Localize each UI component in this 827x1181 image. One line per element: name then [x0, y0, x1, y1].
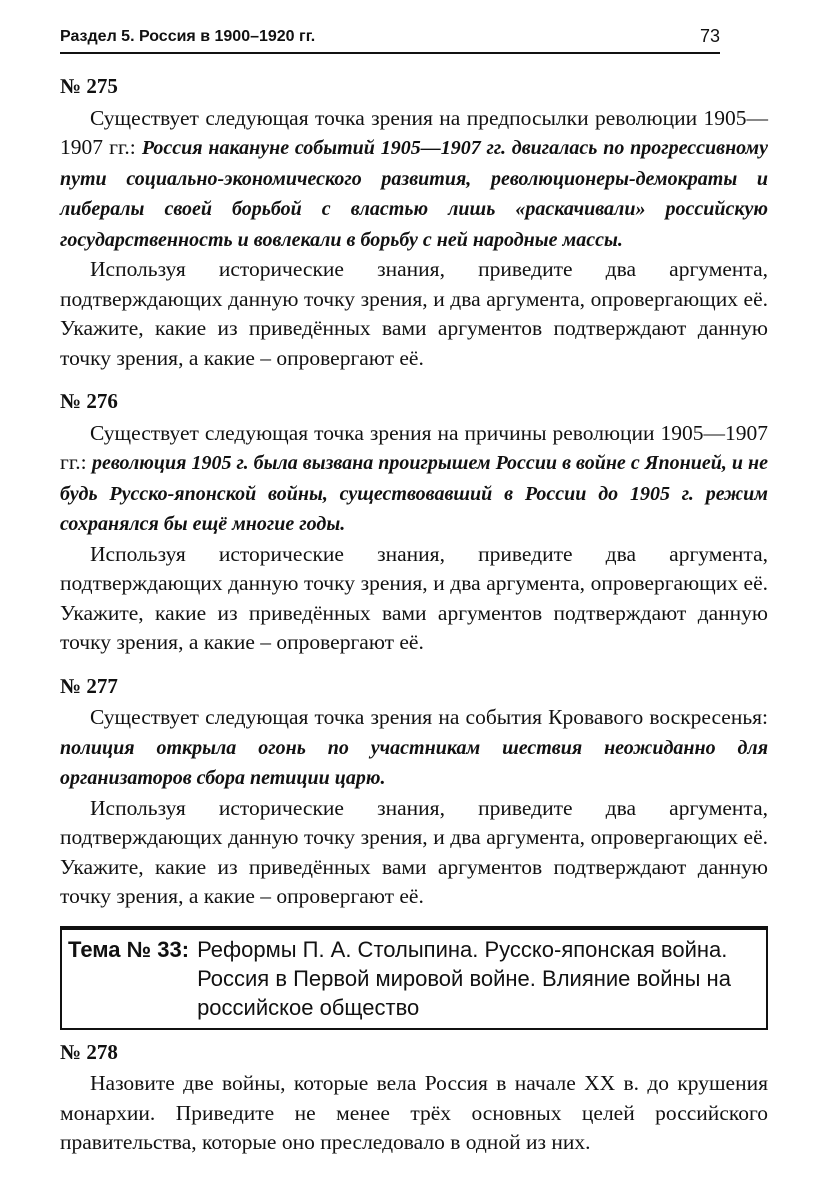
task-lead: Существует следующая точка зрения на события Кровавого воскресенья:: [90, 705, 768, 729]
task-instruction: Используя исторические знания, приведите два аргумента, подтверждающих данную точку зрения, и два аргумента, опровергающих её. Укажите, какие из приведённых вами аргументов подтверждают данную точку зрения, а какие – опровергают её.: [60, 541, 768, 654]
task-number: № 275: [60, 74, 118, 98]
task-quote: Россия накануне событий 1905—1907 гг. двигалась по прогрессивному пути социально-экономического развития, революционеры-демократы и либералы своей борьбой с властью лишь «раскачивали» российскую государственность и вовлекали в борьбу с ней народные массы.: [60, 137, 768, 251]
task-number: № 277: [60, 673, 118, 698]
topic-label: Тема № 33:: [68, 936, 190, 962]
task-statement: [60, 419, 768, 540]
task-statement: [60, 703, 768, 794]
task-275: [60, 72, 768, 373]
task-instruction: Используя исторические знания, приведите два аргумента, подтверждающих данную точку зрения, и два аргумента, опровергающих её. Укажите, какие из приведённых вами аргументов подтверждают данную точку зрения, а какие – опровергают её.: [60, 257, 768, 370]
task-statement: Назовите две войны, которые вела Россия в начале XX в. до крушения монархии. Приведите не менее трёх основных целей российского правительства, которые оно преследовало в одной из них.: [60, 1071, 768, 1154]
task-quote: революция 1905 г. была вызвана проигрышем России в войне с Японией, и не будь Русско-японской войны, существовавший в России до 1905 г. режим сохранялся бы ещё многие годы.: [60, 452, 769, 535]
task-lead: Существует следующая точка зрения на предпосылки революции 1905—1907 гг.:: [60, 105, 768, 159]
topic-title: Реформы П. А. Столыпина. Русско-японская война. Россия в Первой мировой войне. Влияние войны на российское общество: [197, 936, 731, 1020]
section-title: Раздел 5. Россия в 1900–1920 гг.: [60, 28, 316, 45]
page-header: [60, 26, 720, 54]
task-instruction: Используя исторические знания, приведите два аргумента, подтверждающих данную точку зрения, и два аргумента, опровергающих её. Укажите, какие из приведённых вами аргументов подтверждают данную точку зрения, а какие – опровергают её.: [60, 795, 768, 908]
task-277: [60, 672, 768, 912]
page-content: [60, 72, 768, 1172]
page-number: 73: [699, 26, 720, 46]
task-278: [60, 1038, 768, 1158]
task-lead: Существует следующая точка зрения на причины революции 1905—1907 гг.:: [60, 420, 768, 474]
task-quote: полиция открыла огонь по участникам шествия неожиданно для организаторов сбора петиции царю.: [60, 736, 768, 789]
task-number: № 276: [60, 389, 118, 413]
task-statement: [60, 104, 768, 256]
task-276: [60, 387, 768, 658]
task-number: № 278: [60, 1039, 118, 1064]
topic-box: [60, 926, 768, 1030]
